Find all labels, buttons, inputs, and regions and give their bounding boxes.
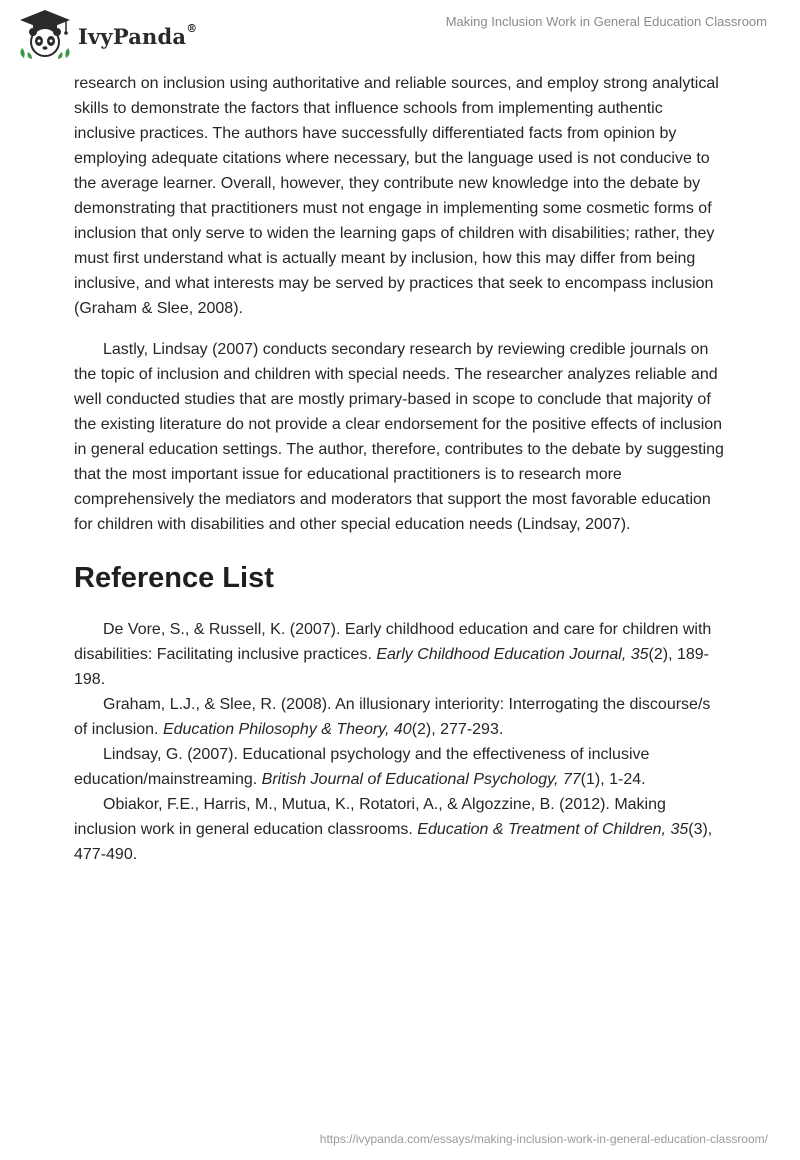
body-paragraph-1: research on inclusion using authoritative and reliable sources, and employ strong analytical skills to demonstrate the factors that influence schools from implementing authentic inclusive practices. The authors have successfully differentiated facts from opinion by employing adequate citations where necessary, but the language used is not conducive to the average learner. Overall, however, they contribute new knowledge into the debate by demonstrating that practitioners must not engage in implementing some cosmetic forms of inclusion that only serve to widen the learning gaps of children with disabilities; rather, they must first understand what is actually meant by inclusion, how this may differ from being inclusive, and what interests may be served by practices that seek to encompass inclusion (Graham & Slee, 2008). xyxy=(74,75,719,317)
essay-content xyxy=(74,71,726,867)
reference-journal: British Journal of Educational Psychology, 77 xyxy=(261,771,581,788)
reference-journal: Education Philosophy & Theory, 40 xyxy=(162,721,412,738)
source-url-link[interactable]: https://ivypanda.com/essays/making-inclusion-work-in-general-education-classroom/ xyxy=(319,1132,768,1146)
reference-journal: Education & Treatment of Children, 35 xyxy=(417,821,689,838)
reference-item: Graham, L.J., & Slee, R. (2008). An illusionary interiority: Interrogating the discourse/s of inclusion. Education Philosophy & Theory, 40(2), 277-293. xyxy=(74,696,711,738)
reference-item: Obiakor, F.E., Harris, M., Mutua, K., Rotatori, A., & Algozzine, B. (2012). Making inclusion work in general education classrooms. Education & Treatment of Children, 35(3), 477-490. xyxy=(74,796,713,863)
reference-item: De Vore, S., & Russell, K. (2007). Early childhood education and care for children with disabilities: Facilitating inclusive practices. Early Childhood Education Journal, 35(2), 189-198. xyxy=(74,621,712,688)
document-title: Making Inclusion Work in General Education Classroom xyxy=(445,14,767,29)
brand-name: IvyPanda® xyxy=(78,21,198,49)
reference-item: Lindsay, G. (2007). Educational psychology and the effectiveness of inclusive education/mainstreaming. British Journal of Educational Psychology, 77(1), 1-24. xyxy=(74,746,650,788)
ivypanda-logo[interactable] xyxy=(16,8,197,60)
reference-list xyxy=(74,617,726,867)
registered-mark: ® xyxy=(186,21,198,35)
reference-journal: Early Childhood Education Journal, 35 xyxy=(376,646,649,663)
page-header xyxy=(0,0,800,70)
body-paragraph-2: Lastly, Lindsay (2007) conducts secondary research by reviewing credible journals on the topic of inclusion and children with special needs. The researcher analyzes reliable and well conducted studies that are mostly primary-based in scope to conclude that majority of the existing literature do not provide a clear endorsement for the positive effects of inclusion in general education settings. The author, therefore, contributes to the debate by suggesting that the most important issue for educational practitioners is to research more comprehensively the mediators and moderators that support the most favorable education for children with disabilities and other special education needs (Lindsay, 2007). xyxy=(74,341,724,533)
reference-list-heading: Reference List xyxy=(74,562,274,594)
panda-graduate-icon xyxy=(16,8,74,60)
